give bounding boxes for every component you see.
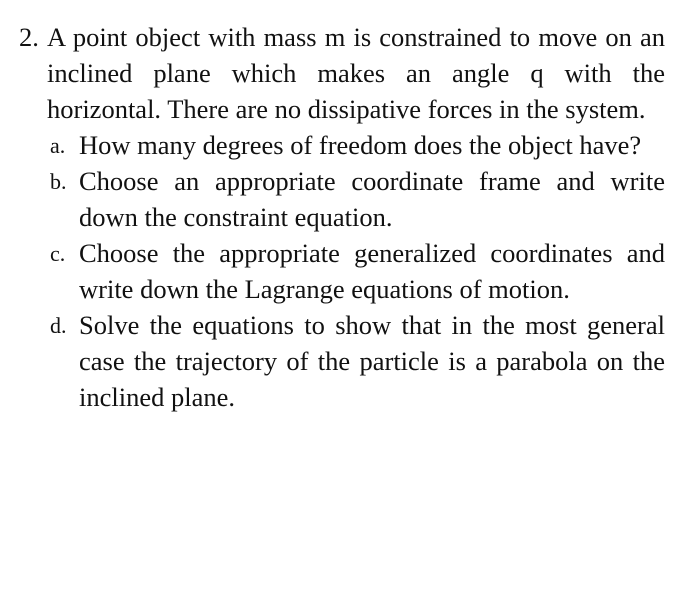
part-b-letter: b.: [50, 169, 67, 194]
part-a-letter: a.: [50, 133, 66, 158]
part-c: [50, 235, 665, 307]
part-c-text: Choose the appropriate generalized coordinates and write down the Lagrange equations of motion.: [79, 238, 665, 304]
problem-parts: [47, 127, 665, 415]
problem-statement: A point object with mass m is constrained to move on an inclined plane which makes an angle q with the horizontal. There are no dissipative forces in the system.: [47, 22, 665, 124]
part-a-text: How many degrees of freedom does the object have?: [79, 130, 642, 160]
document-page: [19, 19, 665, 415]
part-b: [50, 163, 665, 235]
problem-number: 2.: [19, 22, 39, 52]
part-a: [50, 127, 665, 163]
part-d-letter: d.: [50, 313, 67, 338]
problem-2: [19, 19, 665, 415]
part-d: [50, 307, 665, 415]
part-c-letter: c.: [50, 241, 66, 266]
part-b-text: Choose an appropriate coordinate frame and write down the constraint equation.: [79, 166, 665, 232]
part-d-text: Solve the equations to show that in the most general case the trajectory of the particle is a parabola on the inclined plane.: [79, 310, 665, 412]
